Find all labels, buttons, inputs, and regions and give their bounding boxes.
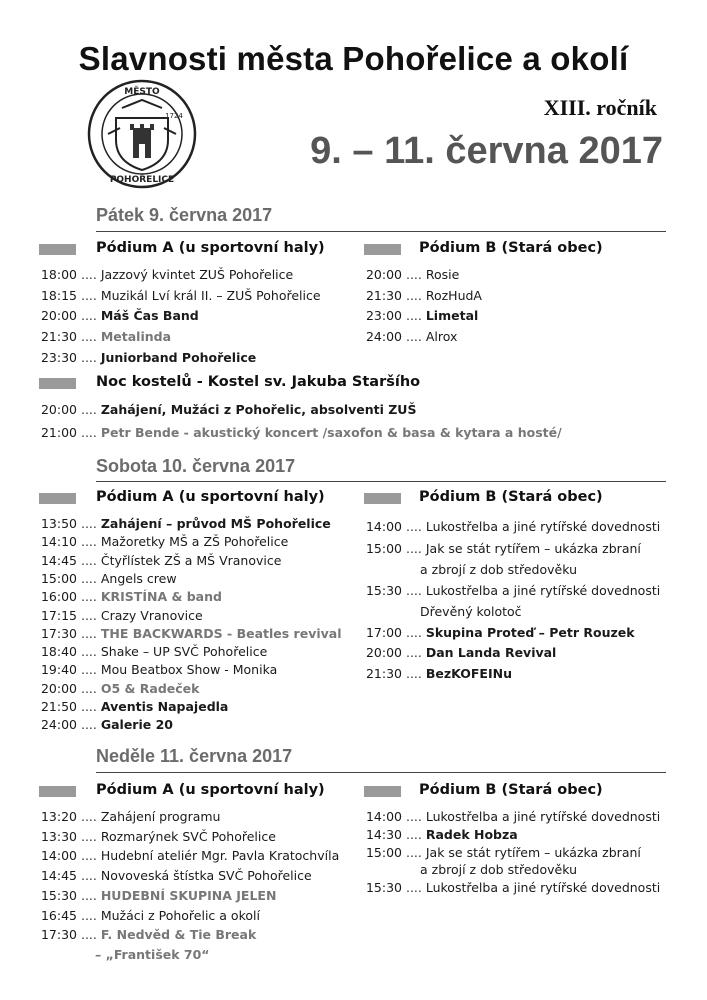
- section-marker: [39, 244, 76, 255]
- schedule-time: 21:30: [365, 287, 402, 303]
- dot-leader: ....: [402, 880, 426, 896]
- dot-leader: ....: [77, 287, 101, 303]
- dot-leader: ....: [77, 308, 101, 324]
- schedule-item: Jak se stát rytířem – ukázka zbraní: [425, 844, 641, 860]
- schedule-row: [39, 588, 222, 606]
- schedule-time: 21:50: [40, 699, 77, 714]
- schedule-item: Angels crew: [100, 570, 177, 586]
- dot-leader: ....: [402, 308, 426, 324]
- schedule-item: Lukostřelba a jiné rytířské dovednosti: [425, 583, 661, 598]
- schedule-item: Novoveská štístka SVČ Pohořelice: [100, 868, 312, 884]
- dot-leader: ....: [77, 848, 101, 864]
- schedule-item: Jak se stát rytířem – ukázka zbraní: [425, 541, 641, 556]
- schedule-row: [364, 266, 459, 284]
- section-marker: [39, 378, 76, 389]
- schedule-item: Lukostřelba a jiné rytířské dovednosti: [425, 519, 661, 534]
- schedule-row: [39, 266, 293, 284]
- section-marker: [364, 493, 401, 504]
- schedule-time: 20:00: [365, 267, 402, 282]
- dot-leader: ....: [402, 844, 426, 860]
- town-seal-icon: [86, 78, 198, 190]
- dot-leader: ....: [402, 287, 426, 303]
- schedule-row: [39, 552, 281, 570]
- dot-leader: ....: [77, 662, 101, 678]
- schedule-item: Aventis Napajedla: [100, 699, 229, 714]
- schedule-item: Zahájení – průvod MŠ Pohořelice: [100, 516, 331, 531]
- schedule-time: 21:30: [365, 666, 402, 681]
- schedule-time: 14:30: [365, 826, 402, 842]
- saturday-stage-b: Pódium B (Stará obec): [419, 489, 603, 505]
- schedule-item: O5 & Radeček: [100, 680, 200, 696]
- schedule-item: Petr Bende - akustický koncert /saxofon & basa & kytara a hosté/: [100, 424, 562, 440]
- schedule-row: [39, 926, 256, 944]
- dot-leader: ....: [77, 868, 101, 884]
- schedule-row: [39, 287, 321, 305]
- schedule-time: 16:45: [40, 907, 77, 923]
- dot-leader: ....: [77, 349, 101, 365]
- schedule-row: [39, 625, 342, 643]
- schedule-item: Galerie 20: [100, 717, 173, 733]
- schedule-row: [39, 349, 256, 367]
- dot-leader: ....: [77, 680, 101, 696]
- friday-stage-b: Pódium B (Stará obec): [419, 240, 603, 256]
- divider: [96, 481, 666, 482]
- dot-leader: ....: [77, 887, 101, 903]
- schedule-item: Crazy Vranovice: [100, 607, 203, 623]
- edition-label: XIII. ročník: [543, 95, 657, 120]
- divider: [96, 231, 666, 232]
- page-title: Slavnosti města Pohořelice a okolí: [78, 40, 629, 77]
- schedule-time: 13:50: [40, 516, 77, 531]
- schedule-item: Mou Beatbox Show - Monika: [100, 662, 278, 678]
- schedule-item: Máš Čas Band: [100, 308, 199, 324]
- schedule-time: 21:00: [40, 424, 77, 440]
- schedule-item: Čtyřlístek ZŠ a MŠ Vranovice: [100, 552, 282, 568]
- schedule-row: [364, 287, 482, 305]
- dot-leader: ....: [402, 666, 426, 681]
- schedule-time: 15:30: [40, 887, 77, 903]
- dot-leader: ....: [77, 927, 101, 943]
- schedule-time: 14:45: [40, 868, 77, 884]
- section-marker: [39, 786, 76, 797]
- schedule-row: [39, 570, 177, 588]
- schedule-row: [364, 844, 641, 862]
- schedule-row: [364, 826, 518, 844]
- festival-dates: 9. – 11. června 2017: [310, 130, 663, 172]
- dot-leader: ....: [77, 402, 101, 417]
- dot-leader: ....: [402, 625, 426, 640]
- schedule-time: 19:40: [40, 662, 77, 678]
- schedule-item: Alrox: [425, 329, 458, 345]
- schedule-time: 20:00: [40, 308, 77, 324]
- dot-leader: ....: [402, 519, 426, 534]
- schedule-row: [364, 582, 660, 600]
- schedule-item: Mažoretky MŠ a ZŠ Pohořelice: [100, 534, 289, 550]
- schedule-row: [39, 607, 203, 625]
- night-of-churches-title: Noc kostelů - Kostel sv. Jakuba Staršího: [96, 374, 421, 390]
- schedule-item: Skupina Proteď – Petr Rouzek: [425, 625, 635, 640]
- schedule-row: [39, 533, 288, 551]
- dot-leader: ....: [77, 717, 101, 733]
- schedule-time: 17:15: [40, 607, 77, 623]
- schedule-item: KRISTÍNA & band: [100, 589, 222, 605]
- schedule-item: Rozmarýnek SVČ Pohořelice: [100, 828, 276, 844]
- schedule-item: Shake – UP SVČ Pohořelice: [100, 644, 268, 660]
- schedule-row: [364, 328, 457, 346]
- schedule-time: 13:30: [40, 828, 77, 844]
- svg-text:MĚSTO: MĚSTO: [124, 87, 160, 97]
- schedule-item: Muzikál Lví král II. – ZUŠ Pohořelice: [100, 287, 321, 303]
- schedule-row: [39, 887, 276, 905]
- dot-leader: ....: [77, 570, 101, 586]
- sunday-stage-b: Pódium B (Stará obec): [419, 782, 603, 798]
- schedule-time: 20:00: [40, 680, 77, 696]
- schedule-item: Zahájení, Mužáci z Pohořelic, absolventi ZUŠ: [100, 402, 417, 417]
- schedule-row: [39, 698, 228, 716]
- schedule-item: RozHudA: [425, 287, 482, 303]
- dot-leader: ....: [402, 329, 426, 345]
- schedule-item: Dan Landa Revival: [425, 645, 557, 660]
- day-heading-sunday: Neděle 11. června 2017: [96, 746, 293, 766]
- schedule-time: 17:00: [365, 625, 402, 640]
- dot-leader: ....: [77, 907, 101, 923]
- schedule-time: 20:00: [40, 402, 77, 417]
- dot-leader: ....: [77, 534, 101, 550]
- dot-leader: ....: [402, 267, 426, 282]
- schedule-time: 15:00: [365, 844, 402, 860]
- schedule-item: Limetal: [425, 308, 479, 324]
- schedule-time: 13:20: [40, 809, 77, 824]
- schedule-row: [364, 624, 635, 642]
- schedule-row: [364, 879, 660, 897]
- schedule-time: 17:30: [40, 927, 77, 943]
- schedule-row: [364, 808, 660, 826]
- dot-leader: ....: [77, 625, 101, 641]
- saturday-stage-a: Pódium A (u sportovní haly): [96, 489, 325, 505]
- schedule-row: [39, 643, 267, 661]
- schedule-time: 15:30: [365, 880, 402, 896]
- schedule-row: [39, 867, 312, 885]
- dot-leader: ....: [77, 552, 101, 568]
- schedule-item: Zahájení programu: [100, 809, 221, 824]
- schedule-row: [39, 946, 210, 964]
- schedule-time: 17:30: [40, 625, 77, 641]
- schedule-row: [364, 861, 577, 879]
- dot-leader: ....: [77, 329, 101, 345]
- schedule-row: [364, 307, 478, 325]
- schedule-time: 23:00: [365, 308, 402, 324]
- section-marker: [39, 493, 76, 504]
- schedule-row: [39, 424, 562, 442]
- dot-leader: ....: [402, 809, 426, 824]
- schedule-row: [39, 847, 339, 865]
- schedule-item: Juniorband Pohořelice: [100, 349, 257, 365]
- schedule-row: [39, 307, 199, 325]
- dot-leader: ....: [402, 541, 426, 556]
- dot-leader: ....: [77, 828, 101, 844]
- schedule-time: 14:00: [365, 809, 402, 824]
- schedule-row: [364, 518, 660, 536]
- schedule-item: BezKOFEINu: [425, 666, 512, 681]
- schedule-row: [364, 644, 556, 662]
- dot-leader: ....: [77, 644, 101, 660]
- schedule-item: Mužáci z Pohořelic a okolí: [100, 907, 260, 923]
- sunday-stage-a: Pódium A (u sportovní haly): [96, 782, 325, 798]
- schedule-row: [364, 603, 522, 621]
- schedule-row: [39, 907, 260, 925]
- schedule-time: 18:15: [40, 287, 77, 303]
- schedule-row: [39, 716, 173, 734]
- section-marker: [364, 786, 401, 797]
- dot-leader: ....: [77, 607, 101, 623]
- schedule-item: Rosie: [425, 267, 460, 282]
- dot-leader: ....: [77, 516, 101, 531]
- schedule-row: [364, 665, 512, 683]
- section-marker: [364, 244, 401, 255]
- schedule-row: [39, 808, 220, 826]
- schedule-item: – „František 70“: [95, 946, 210, 962]
- schedule-time: 20:00: [365, 645, 402, 660]
- svg-text:1724: 1724: [165, 112, 183, 120]
- schedule-item: Metalinda: [100, 329, 172, 345]
- schedule-time: 14:00: [40, 848, 77, 864]
- dot-leader: ....: [402, 583, 426, 598]
- dot-leader: ....: [77, 267, 101, 282]
- schedule-time: 15:00: [365, 541, 402, 556]
- schedule-row: [39, 515, 331, 533]
- schedule-row: [39, 828, 276, 846]
- schedule-item: F. Nedvěd & Tie Break: [100, 927, 257, 943]
- schedule-row: [39, 680, 199, 698]
- schedule-time: 16:00: [40, 589, 77, 605]
- schedule-time: 14:10: [40, 534, 77, 550]
- schedule-item: Lukostřelba a jiné rytířské dovednosti: [425, 809, 661, 824]
- day-heading-friday: Pátek 9. června 2017: [96, 205, 273, 225]
- schedule-time: 15:00: [40, 570, 77, 586]
- schedule-time: 18:00: [40, 267, 77, 282]
- schedule-item: HUDEBNÍ SKUPINA JELEN: [100, 887, 277, 903]
- dot-leader: ....: [77, 589, 101, 605]
- schedule-item: Lukostřelba a jiné rytířské dovednosti: [425, 880, 661, 896]
- schedule-time: 24:00: [365, 329, 402, 345]
- schedule-row: [39, 328, 171, 346]
- day-heading-saturday: Sobota 10. června 2017: [96, 456, 296, 476]
- schedule-item: Dřevěný kolotoč: [420, 604, 522, 619]
- dot-leader: ....: [402, 826, 426, 842]
- schedule-time: 23:30: [40, 349, 77, 365]
- schedule-item: a zbrojí z dob středověku: [420, 862, 578, 878]
- schedule-time: 21:30: [40, 329, 77, 345]
- dot-leader: ....: [402, 645, 426, 660]
- dot-leader: ....: [77, 424, 101, 440]
- schedule-item: Jazzový kvintet ZUŠ Pohořelice: [100, 267, 294, 282]
- divider: [96, 772, 666, 773]
- schedule-item: THE BACKWARDS - Beatles revival: [100, 625, 342, 641]
- friday-stage-a: Pódium A (u sportovní haly): [96, 240, 325, 256]
- svg-text:POHOŘELICE: POHOŘELICE: [109, 175, 175, 185]
- schedule-row: [39, 401, 416, 419]
- schedule-time: 18:40: [40, 644, 77, 660]
- schedule-row: [364, 540, 641, 558]
- schedule-time: 15:30: [365, 583, 402, 598]
- schedule-item: a zbrojí z dob středověku: [420, 562, 578, 577]
- dot-leader: ....: [77, 699, 101, 714]
- schedule-item: Radek Hobza: [425, 826, 518, 842]
- schedule-time: 24:00: [40, 717, 77, 733]
- schedule-row: [364, 561, 577, 579]
- schedule-row: [39, 661, 277, 679]
- schedule-item: Hudební ateliér Mgr. Pavla Kratochvíla: [100, 848, 340, 864]
- dot-leader: ....: [77, 809, 101, 824]
- schedule-time: 14:45: [40, 552, 77, 568]
- schedule-time: 14:00: [365, 519, 402, 534]
